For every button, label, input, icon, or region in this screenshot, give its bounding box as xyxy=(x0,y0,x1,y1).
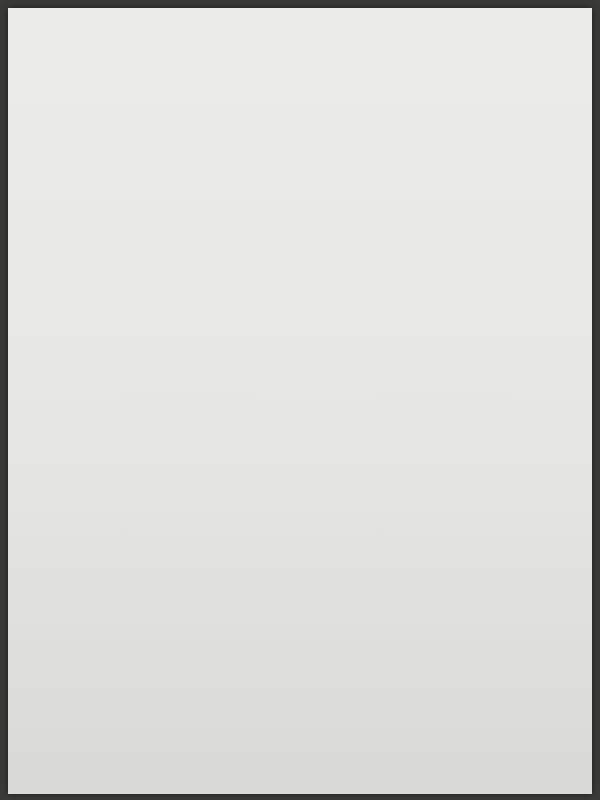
price-list-sheet xyxy=(8,8,592,794)
